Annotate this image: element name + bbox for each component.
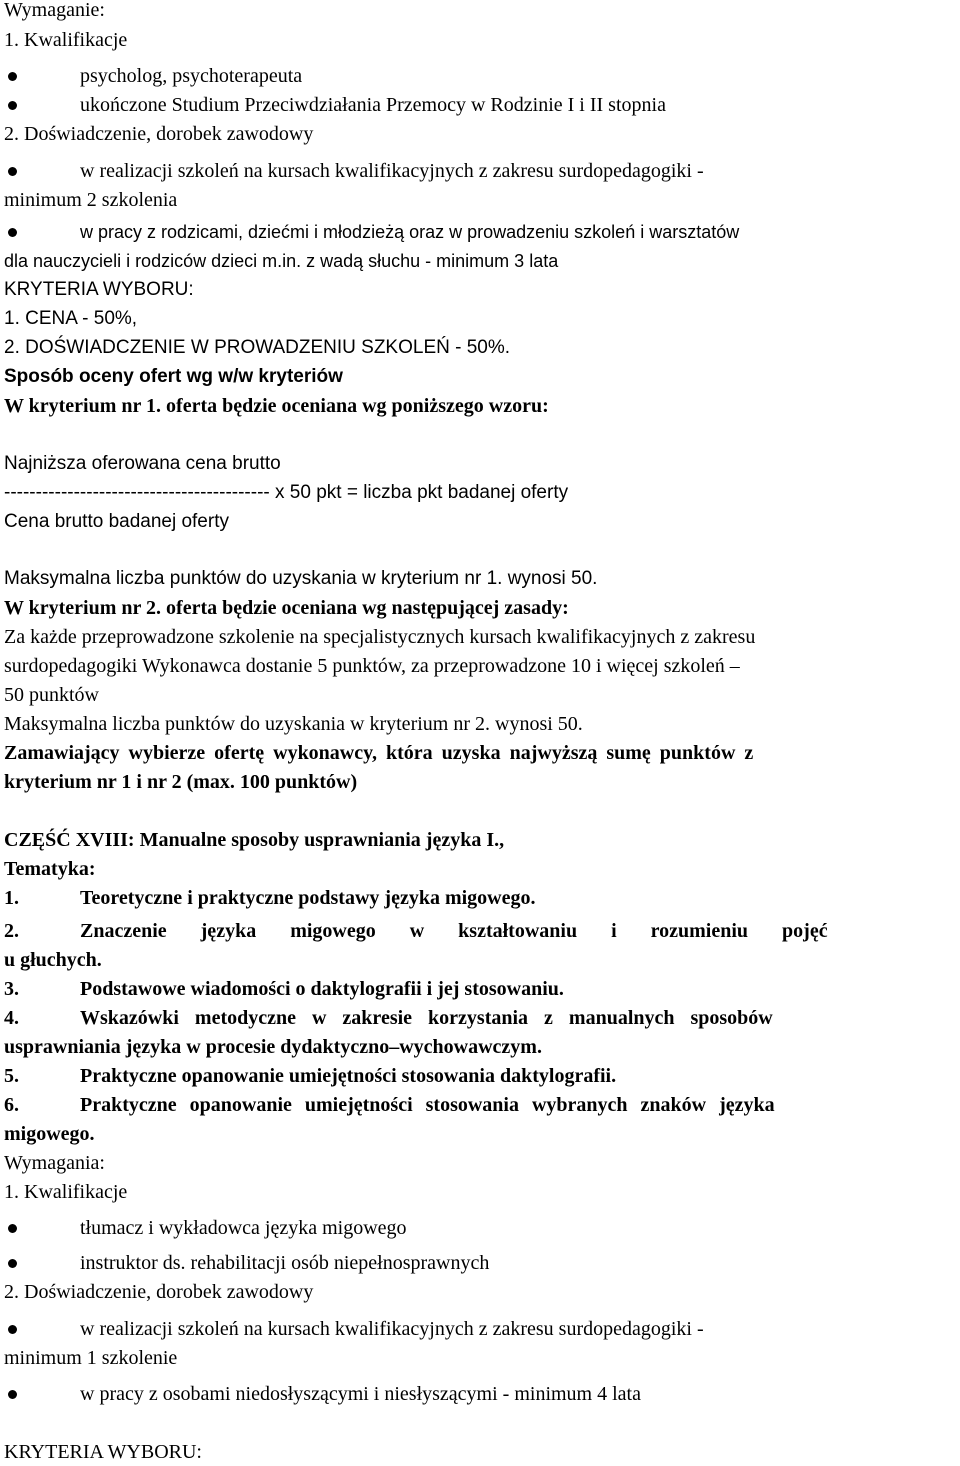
selection-rule-cont: kryterium nr 1 i nr 2 (max. 100 punktów) [4,771,358,793]
requirements-heading: Wymagania: [4,1152,105,1174]
topic-number: 1. [4,887,19,909]
criteria-heading: KRYTERIA WYBORU: [4,1441,202,1463]
bullet-icon [8,1390,17,1399]
evaluation-heading: Sposób oceny ofert wg w/w kryteriów [4,366,343,387]
topic-item-cont: u głuchych. [4,949,102,971]
criteria-heading: KRYTERIA WYBORU: [4,279,194,300]
bullet-icon [8,1259,17,1268]
topic-item: Praktyczne opanowanie umiejętności stosowania wybranych znaków języka [80,1094,775,1116]
topic-item: Wskazówki metodyczne w zakresie korzystania z manualnych sposobów [80,1007,773,1029]
topic-number: 6. [4,1094,19,1116]
qualifications-heading: 1. Kwalifikacje [4,1181,128,1203]
topic-number: 4. [4,1007,19,1029]
bullet-icon [8,167,17,176]
topic-item-cont: migowego. [4,1123,95,1145]
experience-item-cont: minimum 1 szkolenie [4,1347,178,1369]
criterion-2-text: 50 punktów [4,684,99,706]
max-points-2: Maksymalna liczba punktów do uzyskania w kryterium nr 2. wynosi 50. [4,713,583,735]
experience-item-cont: dla nauczycieli i rodziców dzieci m.in. z wadą słuchu - minimum 3 lata [4,251,559,271]
experience-item: w pracy z osobami niedosłyszącymi i niesłyszącymi - minimum 4 lata [80,1383,641,1405]
criterion-1-heading: W kryterium nr 1. oferta będzie oceniana wg poniższego wzoru: [4,395,549,417]
criterion-2-text: Za każde przeprowadzone szkolenie na specjalistycznych kursach kwalifikacyjnych z zakresu [4,626,756,648]
topic-number: 5. [4,1065,19,1087]
topic-item: Podstawowe wiadomości o daktylografii i jej stosowaniu. [80,978,564,1000]
topic-number: 3. [4,978,19,1000]
bullet-icon [8,1325,17,1334]
criterion-2-heading: W kryterium nr 2. oferta będzie oceniana wg następującej zasady: [4,597,569,619]
bullet-icon [8,72,17,81]
experience-item: w pracy z rodzicami, dziećmi i młodzieżą oraz w prowadzeniu szkoleń i warsztatów [80,222,740,242]
criterion-2-text: surdopedagogiki Wykonawca dostanie 5 punktów, za przeprowadzone 10 i więcej szkoleń – [4,655,740,677]
experience-item: w realizacji szkoleń na kursach kwalifikacyjnych z zakresu surdopedagogiki - [80,1318,704,1340]
formula-numerator: Najniższa oferowana cena brutto [4,453,281,474]
qualification-item: instruktor ds. rehabilitacji osób niepełnosprawnych [80,1252,490,1274]
topic-item: Znaczenie języka migowego w kształtowaniu i rozumieniu pojęć [80,920,828,942]
topics-heading: Tematyka: [4,858,96,880]
experience-item-cont: minimum 2 szkolenia [4,189,178,211]
qualification-item: tłumacz i wykładowca języka migowego [80,1217,407,1239]
requirements-heading: Wymaganie: [4,0,105,21]
qualifications-heading: 1. Kwalifikacje [4,29,128,51]
experience-heading: 2. Doświadczenie, dorobek zawodowy [4,123,314,145]
experience-heading: 2. Doświadczenie, dorobek zawodowy [4,1281,314,1303]
topic-number: 2. [4,920,19,942]
qualification-item: psycholog, psychoterapeuta [80,65,303,87]
bullet-icon [8,228,17,237]
topic-item-cont: usprawniania języka w procesie dydaktyczno–wychowawczym. [4,1036,542,1058]
bullet-icon [8,1224,17,1233]
criteria-item: 2. DOŚWIADCZENIE W PROWADZENIU SZKOLEŃ - 50%. [4,337,511,358]
qualification-item: ukończone Studium Przeciwdziałania Przemocy w Rodzinie I i II stopnia [80,94,666,116]
formula-denominator: Cena brutto badanej oferty [4,511,229,532]
part-title: CZĘŚĆ XVIII: Manualne sposoby usprawniania języka I., [4,829,505,851]
experience-item: w realizacji szkoleń na kursach kwalifikacyjnych z zakresu surdopedagogiki - [80,160,704,182]
max-points-1: Maksymalna liczba punktów do uzyskania w kryterium nr 1. wynosi 50. [4,568,598,589]
criteria-item: 1. CENA - 50%, [4,308,138,329]
topic-item: Teoretyczne i praktyczne podstawy języka migowego. [80,887,536,909]
formula-line: ------------------------------------------ x 50 pkt = liczba pkt badanej oferty [4,482,569,503]
selection-rule: Zamawiający wybierze ofertę wykonawcy, która uzyska najwyższą sumę punktów z [4,742,754,764]
topic-item: Praktyczne opanowanie umiejętności stosowania daktylografii. [80,1065,617,1087]
bullet-icon [8,101,17,110]
